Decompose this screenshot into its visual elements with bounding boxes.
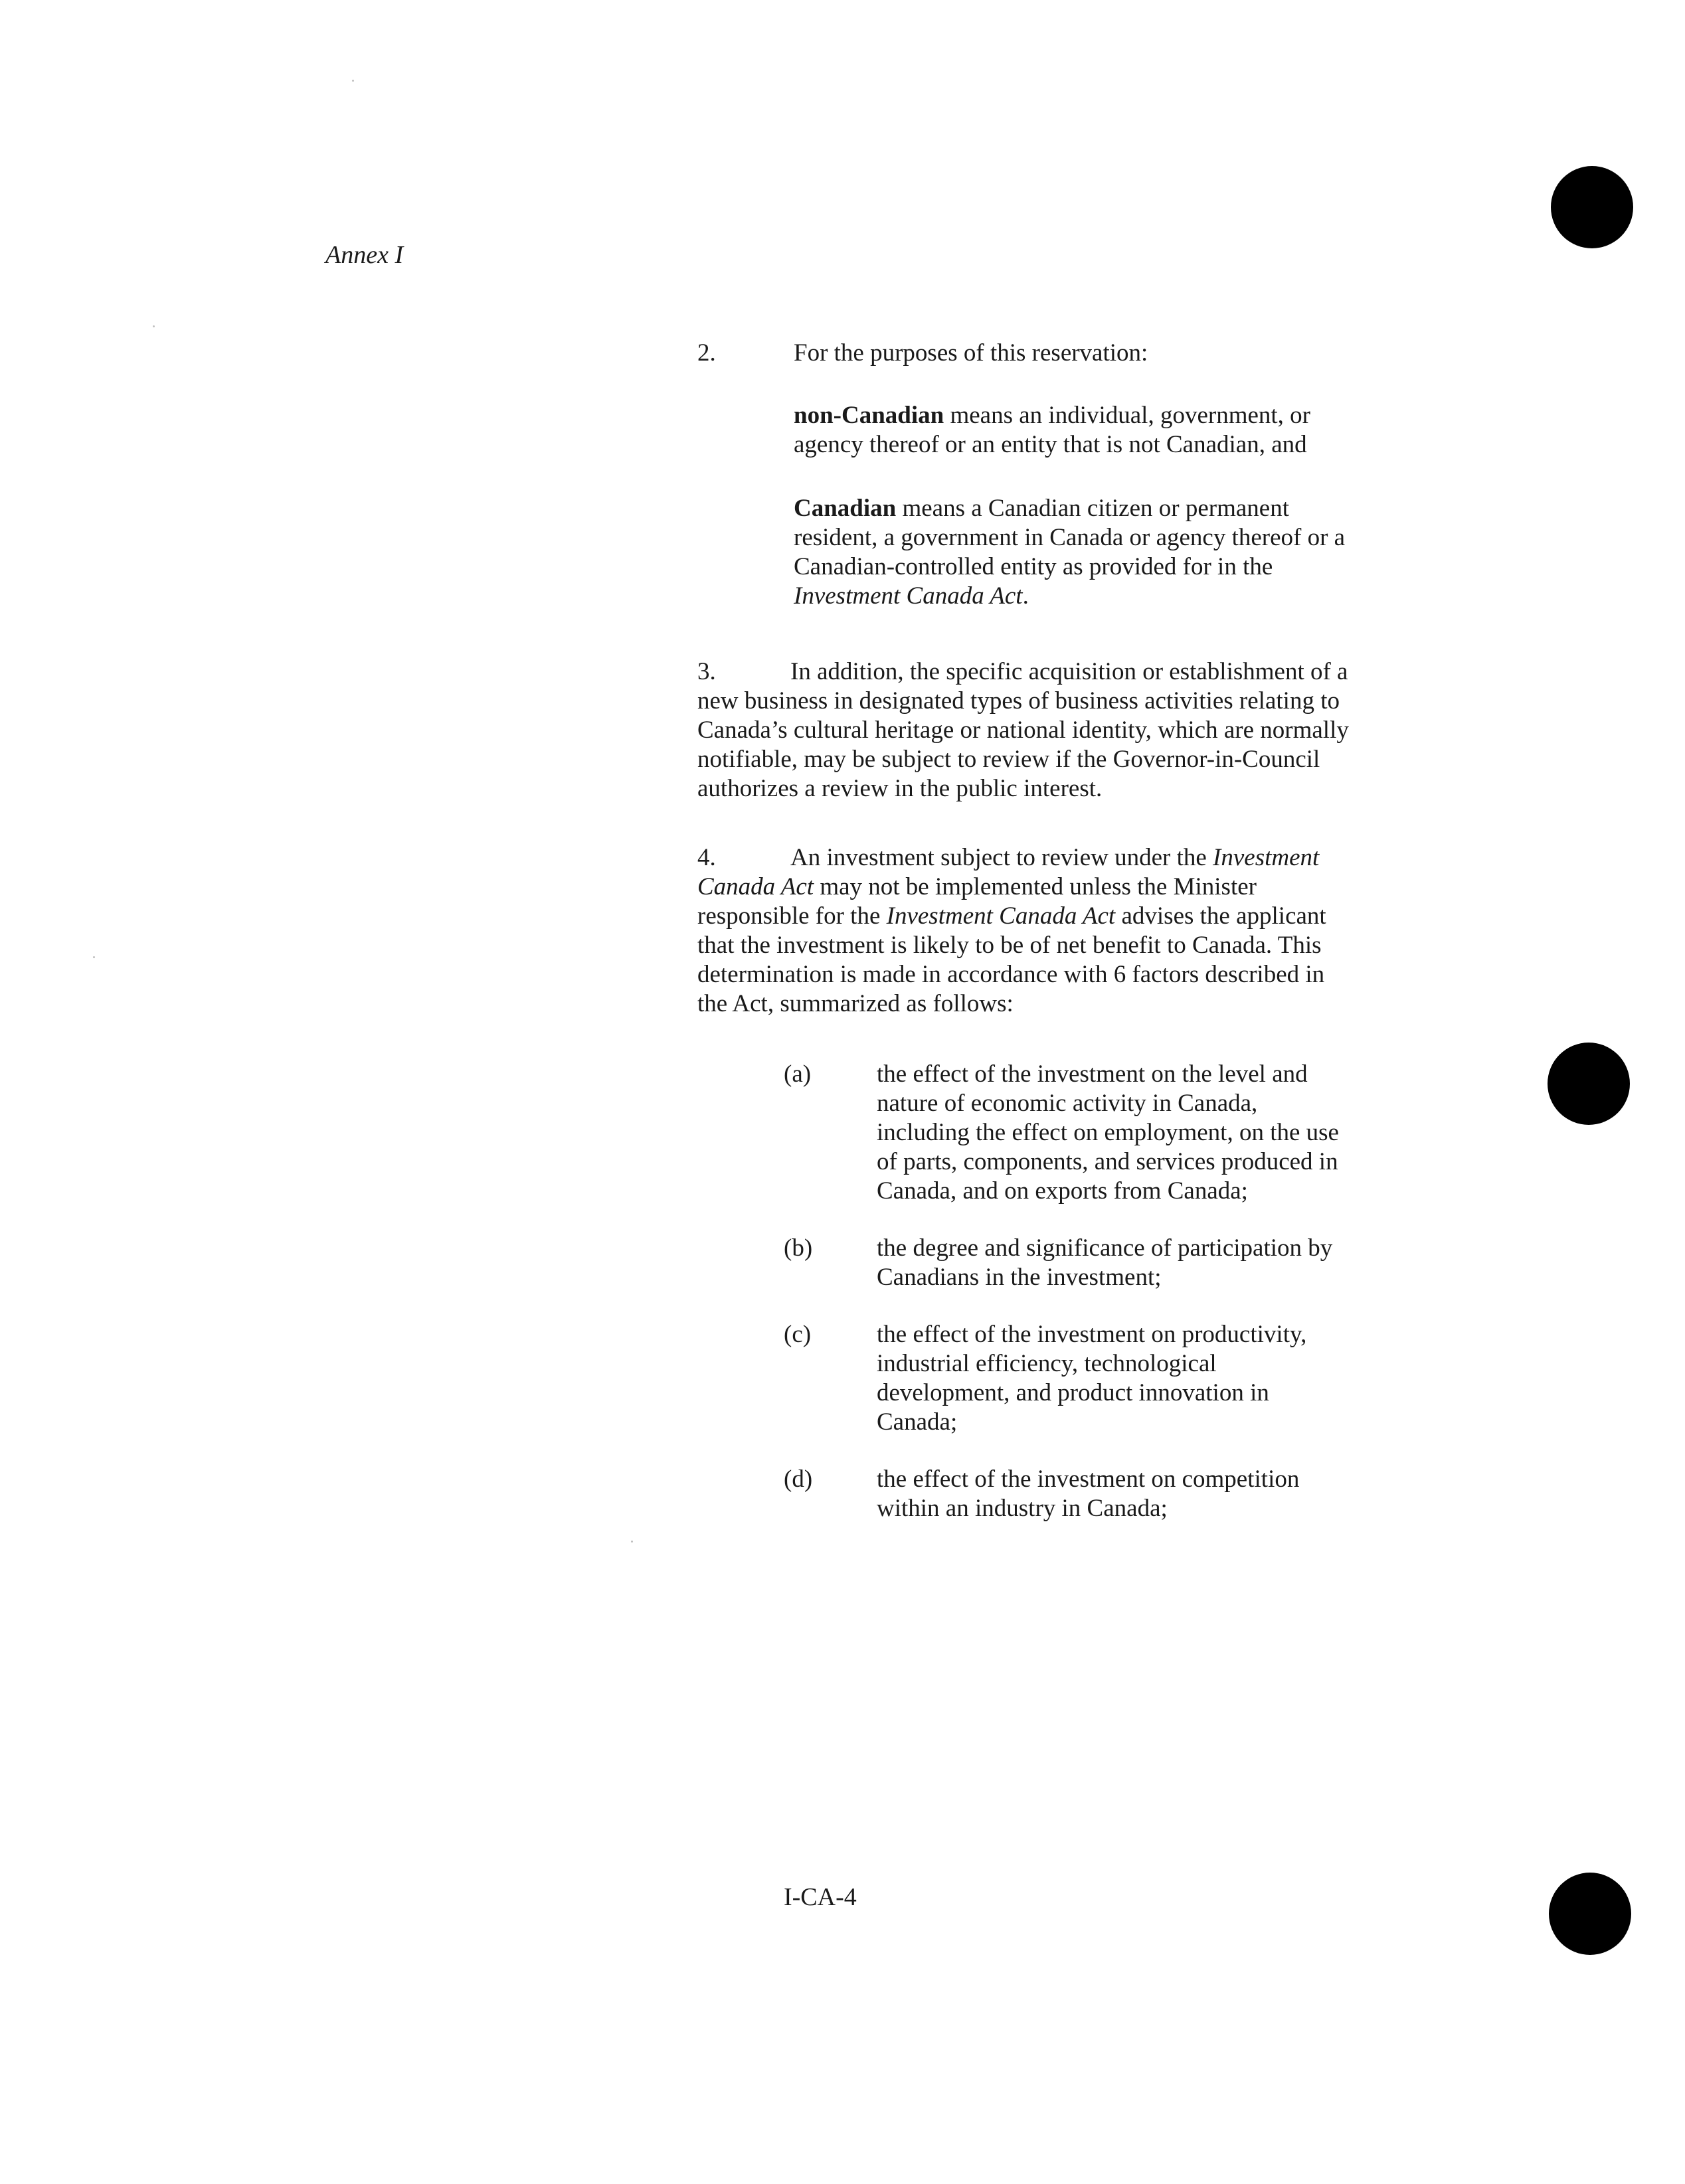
punch-hole — [1549, 1873, 1631, 1955]
paragraph-text: In addition, the specific acquisition or establishment of a new business in designated types of business activities relating to Canada’s cultural heritage or national identity, which are normally notifiable, may be subject to review if the Governor-in-Council authorizes a review in the public interest. — [697, 658, 1349, 802]
paragraph-text: An investment subject to review under the — [790, 844, 1213, 871]
factor-text: the effect of the investment on competition within an industry in Canada; — [877, 1466, 1300, 1522]
paragraph-number: 4. — [697, 844, 716, 871]
scan-speck — [153, 325, 155, 327]
punch-hole — [1551, 166, 1633, 248]
paragraph-intro: For the purposes of this reservation: — [794, 339, 1148, 367]
act-title: Investment Canada Act — [697, 844, 1320, 900]
factor-text: the degree and significance of participation by Canadians in the investment; — [877, 1234, 1333, 1291]
paragraph-text: advises the applicant that the investment is likely to be of net benefit to Canada. This determination is made in accordance with 6 factors described in the Act, summarized as follows: — [697, 902, 1326, 1017]
annex-header: Annex I — [325, 241, 404, 269]
punch-hole — [1548, 1043, 1630, 1125]
scan-speck — [352, 80, 354, 82]
paragraph-number: 3. — [697, 658, 716, 685]
defined-term: non-Canadian — [794, 402, 944, 429]
factor-item — [784, 1060, 1355, 1206]
document-body — [697, 339, 1355, 1551]
paragraph-4 — [697, 843, 1355, 1019]
factor-item — [784, 1234, 1355, 1292]
factor-label: (a) — [784, 1060, 812, 1088]
definition-end: . — [1022, 582, 1029, 610]
act-title: Investment Canada Act — [794, 582, 1023, 610]
factor-item — [784, 1465, 1355, 1523]
paragraph-text: may not be implemented unless the Minister responsible for the — [697, 873, 1257, 930]
factor-label: (d) — [784, 1466, 813, 1493]
definition-text: means a Canadian citizen or permanent resident, a government in Canada or agency thereof or a Canadian-controlled entity as provided for in the — [794, 495, 1346, 580]
factor-text: the effect of the investment on the level and nature of economic activity in Canada, including the effect on employment, on the use of parts, components, and services produced in Canada, and on exports from Canada; — [877, 1060, 1339, 1205]
scan-speck — [93, 956, 95, 958]
defined-term: Canadian — [794, 495, 897, 522]
factor-item — [784, 1320, 1355, 1437]
factor-label: (b) — [784, 1234, 813, 1262]
act-title: Investment Canada Act — [886, 902, 1116, 930]
scan-speck — [631, 1541, 633, 1543]
definition-text: means an individual, government, or agency thereof or an entity that is not Canadian, and — [794, 402, 1311, 458]
paragraph-3 — [697, 657, 1355, 803]
paragraph-number: 2. — [697, 339, 716, 367]
paragraph-2 — [697, 339, 1355, 368]
page-number: I-CA-4 — [784, 1883, 857, 1911]
factor-text: the effect of the investment on productivity, industrial efficiency, technological development, and product innovation in Canada; — [877, 1321, 1307, 1436]
factor-label: (c) — [784, 1321, 812, 1348]
definition-non-canadian — [794, 401, 1355, 460]
definition-canadian — [794, 494, 1355, 611]
